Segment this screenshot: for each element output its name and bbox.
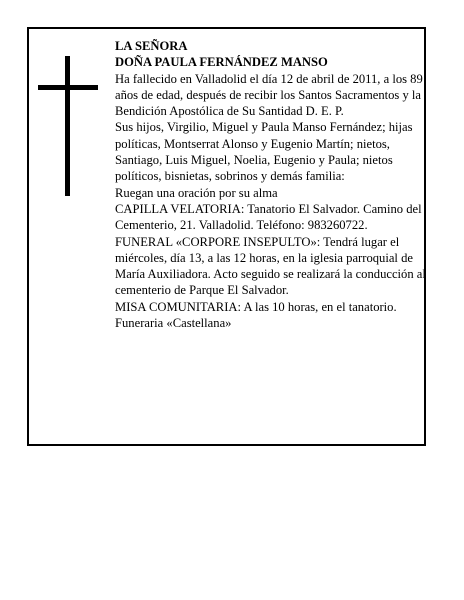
funeral-home: Funeraria «Castellana» — [115, 316, 232, 331]
cross-horizontal-bar — [38, 85, 98, 90]
deceased-title: LA SEÑORA — [115, 39, 188, 53]
funeral-info: FUNERAL «CORPORE INSEPULTO»: Tendrá lugar el miércoles, día 13, a las 12 horas, en la iglesia parroquial de María Auxiliadora. Acto seguido se realizará la conducción al cementerio de Parque El Salvador. — [115, 234, 426, 298]
wake-chapel-info: CAPILLA VELATORIA: Tanatorio El Salvador. Camino del Cementerio, 21. Valladolid. Teléfono: 983260722. — [115, 201, 422, 233]
family-list: Sus hijos, Virgilio, Miguel y Paula Manso Fernández; hijas políticas, Montserrat Alonso y Eugenio Martín; nietos, Santiago, Luis Miguel, Noelia, Eugenio y Paula; nietos políticos, bisnietas, sobrinos y demás familia: — [115, 120, 413, 184]
prayer-request: Ruegan una oración por su alma — [115, 185, 278, 200]
deceased-name: DOÑA PAULA FERNÁNDEZ MANSO — [115, 55, 328, 70]
death-announcement: Ha fallecido en Valladolid el día 12 de abril de 2011, a los 89 años de edad, después de recibir los Santos Sacramentos y la Bendición Apostólica de Su Santidad D. E. P. — [115, 71, 423, 119]
obituary-text — [115, 38, 435, 331]
community-mass-info: MISA COMUNITARIA: A las 10 horas, en el tanatorio. — [115, 299, 397, 314]
cross-vertical-bar — [65, 56, 70, 196]
